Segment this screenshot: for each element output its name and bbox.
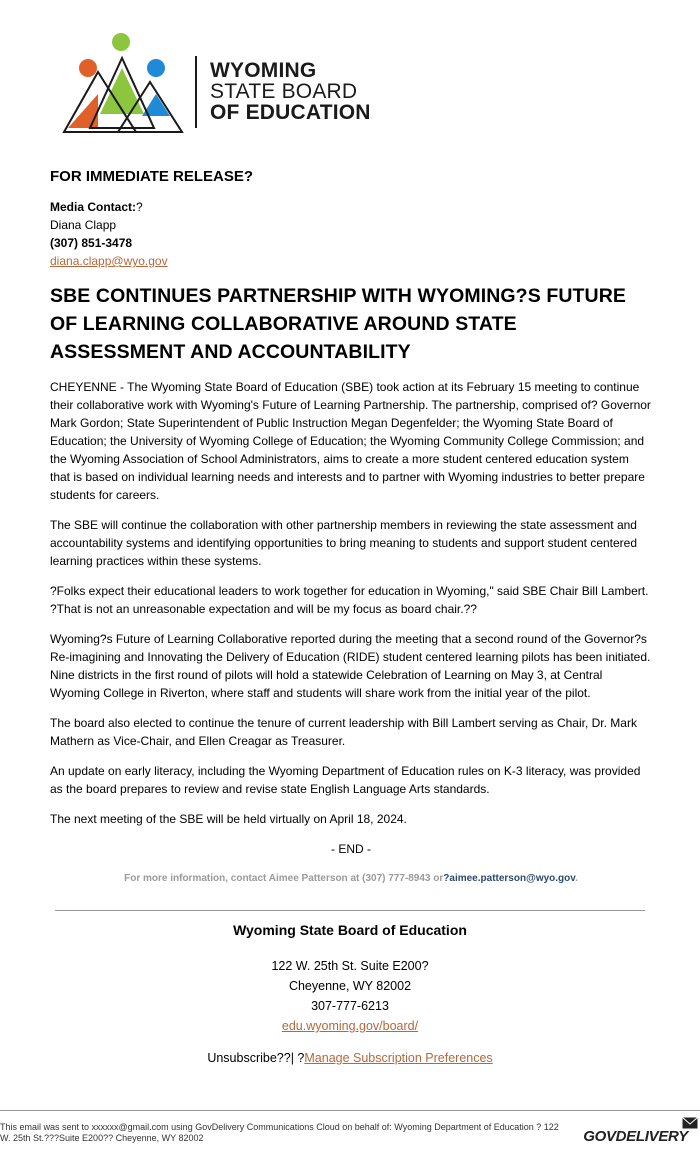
paragraph-4: Wyoming?s Future of Learning Collaborative reported during the meeting that a second round of the Governor?s Re-imagining and Innovating the Delivery of Education (RIDE) student centered learning pilots has been initiated. Nine districts in the first round of pilots will hold a statewide Celebration of Learning on May 3, at Central Wyoming College in Riverton, where staff and students will share work from the initial year of the pilot. (50, 632, 651, 700)
more-info-prefix: For more information, contact Aimee Patterson at (307) 777-8943 or (124, 873, 444, 884)
logo-divider (195, 56, 197, 128)
bottom-divider (0, 1110, 700, 1111)
footer-address-line-1: 122 W. 25th St. Suite E200? (271, 959, 429, 973)
paragraph-2: The SBE will continue the collaboration with other partnership members in reviewing the state assessment and accountability systems and identifying opportunities to bring meaning to students and support student centered learning practices within these systems. (50, 518, 638, 568)
paragraph-5: The board also elected to continue the tenure of current leadership with Bill Lambert serving as Chair, Dr. Mark Mathern as Vice-Chair, and Ellen Creagar as Treasurer. (50, 716, 637, 748)
logo-green-circle (112, 33, 130, 51)
more-info-suffix: . (575, 873, 578, 884)
logo-line-3: OF EDUCATION (210, 101, 371, 124)
paragraph-7: The next meeting of the SBE will be held virtually on April 18, 2024. (50, 812, 407, 826)
unsubscribe-text[interactable]: Unsubscribe??| ? (207, 1051, 305, 1065)
wyoming-sbe-logo (60, 30, 380, 140)
contact-email-link[interactable]: diana.clapp@wyo.gov (50, 254, 168, 268)
more-info-email[interactable]: ?aimee.patterson@wyo.gov (443, 873, 576, 884)
release-label: FOR IMMEDIATE RELEASE? (50, 168, 254, 185)
footer-website-link[interactable]: edu.wyoming.gov/board/ (281, 1019, 419, 1033)
more-info-line (50, 870, 652, 888)
contact-name: Diana Clapp (50, 218, 117, 232)
footer (0, 920, 700, 1068)
footer-address-line-2: Cheyenne, WY 82002 (288, 979, 412, 993)
paragraph-1: CHEYENNE - The Wyoming State Board of Education (SBE) took action at its February 15 meeting to continue their collaborative work with Wyoming's Future of Learning Partnership. The partnership, comprised of? Governor Mark Gordon; State Superintendent of Public Instruction Megan Degenfelder; the Wyoming State Board of Education; the University of Wyoming College of Education; the Wyoming Community College Commission; and the Wyoming Association of School Administrators, aims to create a more student centered education system that is based on individual learning needs and interests and to partner with Wyoming industries to better prepare students for careers. (50, 380, 651, 502)
manage-subscription-link[interactable]: Manage Subscription Preferences (304, 1051, 493, 1065)
media-contact-block (50, 198, 652, 270)
headline: SBE CONTINUES PARTNERSHIP WITH WYOMING?S FUTURE OF LEARNING COLLABORATIVE AROUND STATE ASSESSMENT AND ACCOUNTABILITY (50, 285, 626, 363)
footer-address (0, 956, 700, 1036)
logo-line-1: WYOMING (210, 59, 317, 82)
press-release-body (50, 168, 652, 888)
end-marker: - END - (331, 842, 371, 856)
footer-org-name: Wyoming State Board of Education (233, 922, 467, 938)
contact-phone: (307) 851-3478 (50, 236, 133, 250)
paragraph-3: ?Folks expect their educational leaders to work together for education in Wyoming," said SBE Chair Bill Lambert. ?That is not an unreasonable expectation and will be my focus as board chair.?? (50, 584, 649, 616)
logo-line-2: STATE BOARD (210, 80, 358, 103)
delivery-note: This email was sent to xxxxxx@gmail.com using GovDelivery Communications Cloud on behalf of: Wyoming Department of Education ? 122 W. 25th St.???Suite E200?? Cheyenne, WY 82002 (0, 1122, 559, 1143)
media-contact-label-suffix: ? (136, 200, 143, 214)
paragraph-6: An update on early literacy, including the Wyoming Department of Education rules on K-3 literacy, was provided as the board prepares to review and revise state English Language Arts standards. (50, 764, 641, 796)
govdelivery-logo[interactable]: GOVDELIVERY (583, 1128, 688, 1145)
unsubscribe-line (0, 1048, 700, 1068)
footer-divider (55, 910, 645, 911)
logo-orange-circle (79, 59, 97, 77)
media-contact-label: Media Contact: (50, 200, 137, 214)
footer-phone: 307-777-6213 (311, 999, 389, 1013)
logo-blue-circle (147, 59, 165, 77)
logo-mark-icon (60, 30, 190, 140)
logo-wordmark (210, 60, 371, 123)
